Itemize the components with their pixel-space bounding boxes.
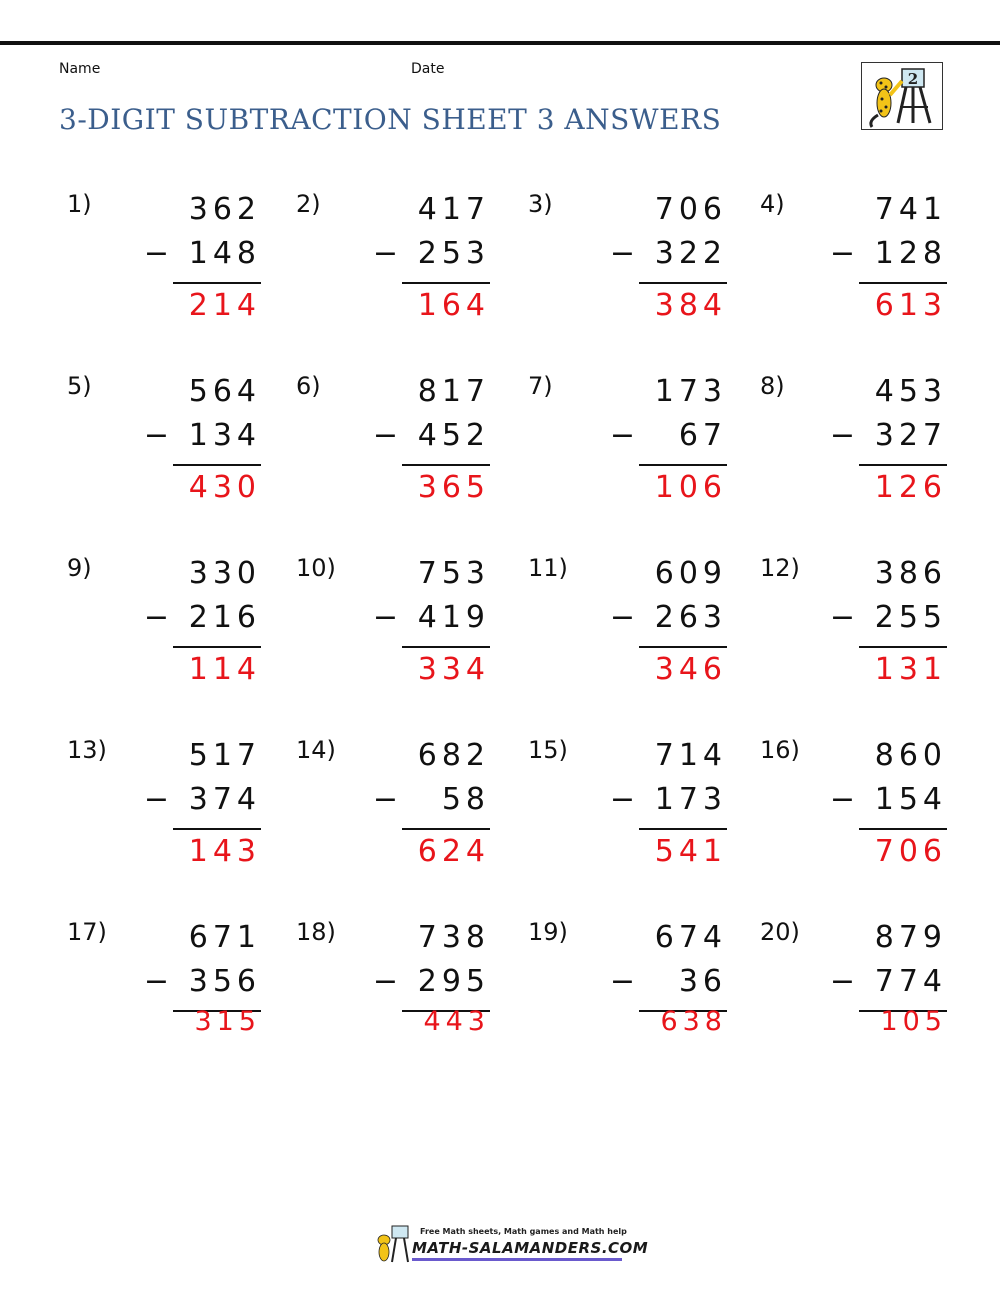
minus-sign: − xyxy=(609,964,635,999)
answer: 164 xyxy=(417,288,490,323)
minus-sign: − xyxy=(609,418,635,453)
subtrahend: 295 xyxy=(417,964,490,999)
minuend: 453 xyxy=(874,374,947,409)
minuend: 564 xyxy=(188,374,261,409)
problem xyxy=(296,190,490,330)
answer: 430 xyxy=(188,470,261,505)
answer-rule xyxy=(639,828,727,830)
answer: 334 xyxy=(417,652,490,687)
subtrahend: 263 xyxy=(654,600,727,635)
answer-rule xyxy=(402,646,490,648)
minuend: 417 xyxy=(417,192,490,227)
answer: 126 xyxy=(874,470,947,505)
problem-number: 2) xyxy=(296,190,321,218)
minus-sign: − xyxy=(143,964,169,999)
problem-number: 8) xyxy=(760,372,785,400)
problem-number: 11) xyxy=(528,554,568,582)
footer-underline xyxy=(412,1258,622,1261)
problem-number: 20) xyxy=(760,918,800,946)
minuend: 330 xyxy=(188,556,261,591)
problem xyxy=(760,554,947,694)
problem xyxy=(296,918,490,1058)
answer-rule xyxy=(639,464,727,466)
problem xyxy=(760,372,947,512)
minuend: 517 xyxy=(188,738,261,773)
footer-tagline: Free Math sheets, Math games and Math help xyxy=(420,1227,627,1236)
minuend: 173 xyxy=(654,374,727,409)
answer-rule xyxy=(173,282,261,284)
minus-sign: − xyxy=(609,782,635,817)
logo-badge: 2 xyxy=(907,70,919,88)
answer-rule xyxy=(402,828,490,830)
problem-number: 16) xyxy=(760,736,800,764)
page-title: 3-DIGIT SUBTRACTION SHEET 3 ANSWERS xyxy=(59,103,722,136)
problem-number: 6) xyxy=(296,372,321,400)
subtrahend: 154 xyxy=(874,782,947,817)
answer-rule xyxy=(639,282,727,284)
minuend: 671 xyxy=(188,920,261,955)
logo-graphic xyxy=(862,63,942,129)
footer-salamander-icon xyxy=(372,1224,412,1264)
minuend: 879 xyxy=(874,920,947,955)
subtrahend: 134 xyxy=(188,418,261,453)
problem xyxy=(67,736,261,876)
subtrahend: 774 xyxy=(874,964,947,999)
minuend: 682 xyxy=(417,738,490,773)
problem xyxy=(760,190,947,330)
subtrahend: 356 xyxy=(188,964,261,999)
answer: 443 xyxy=(423,1006,490,1037)
answer: 214 xyxy=(188,288,261,323)
answer: 384 xyxy=(654,288,727,323)
subtrahend: 255 xyxy=(874,600,947,635)
subtrahend: 173 xyxy=(654,782,727,817)
minus-sign: − xyxy=(372,964,398,999)
subtrahend: 374 xyxy=(188,782,261,817)
problem-number: 7) xyxy=(528,372,553,400)
date-label: Date xyxy=(411,61,445,77)
answer-rule xyxy=(859,828,947,830)
answer: 624 xyxy=(417,834,490,869)
answer: 106 xyxy=(654,470,727,505)
minus-sign: − xyxy=(372,600,398,635)
answer: 365 xyxy=(417,470,490,505)
problem xyxy=(760,918,947,1058)
minus-sign: − xyxy=(829,964,855,999)
minuend: 706 xyxy=(654,192,727,227)
answer: 105 xyxy=(880,1006,947,1037)
minus-sign: − xyxy=(143,236,169,271)
minus-sign: − xyxy=(609,236,635,271)
answer: 346 xyxy=(654,652,727,687)
problem xyxy=(67,554,261,694)
problem-number: 18) xyxy=(296,918,336,946)
subtrahend: 36 xyxy=(664,964,727,999)
subtrahend: 452 xyxy=(417,418,490,453)
problem xyxy=(760,736,947,876)
minuend: 362 xyxy=(188,192,261,227)
problem xyxy=(528,190,727,330)
problem-number: 5) xyxy=(67,372,92,400)
answer-rule xyxy=(402,282,490,284)
answer: 143 xyxy=(188,834,261,869)
subtrahend: 327 xyxy=(874,418,947,453)
answer: 131 xyxy=(874,652,947,687)
footer-logo xyxy=(372,1222,649,1266)
subtrahend: 148 xyxy=(188,236,261,271)
subtrahend: 128 xyxy=(874,236,947,271)
problem xyxy=(528,918,727,1058)
problem-number: 15) xyxy=(528,736,568,764)
answer: 114 xyxy=(188,652,261,687)
problem xyxy=(528,372,727,512)
name-label: Name xyxy=(59,61,101,77)
minuend: 741 xyxy=(874,192,947,227)
problem xyxy=(528,554,727,694)
problem xyxy=(528,736,727,876)
problem-number: 9) xyxy=(67,554,92,582)
answer: 315 xyxy=(194,1006,261,1037)
minus-sign: − xyxy=(829,236,855,271)
minuend: 860 xyxy=(874,738,947,773)
problem-number: 17) xyxy=(67,918,107,946)
minus-sign: − xyxy=(829,782,855,817)
minus-sign: − xyxy=(372,418,398,453)
answer: 541 xyxy=(654,834,727,869)
salamander-logo-icon xyxy=(861,62,943,130)
problem-number: 14) xyxy=(296,736,336,764)
minuend: 386 xyxy=(874,556,947,591)
problem-number: 12) xyxy=(760,554,800,582)
minus-sign: − xyxy=(609,600,635,635)
problem-number: 10) xyxy=(296,554,336,582)
minuend: 753 xyxy=(417,556,490,591)
problem-number: 3) xyxy=(528,190,553,218)
problem-number: 4) xyxy=(760,190,785,218)
problem xyxy=(296,736,490,876)
minuend: 817 xyxy=(417,374,490,409)
subtrahend: 216 xyxy=(188,600,261,635)
answer: 706 xyxy=(874,834,947,869)
answer: 638 xyxy=(660,1006,727,1037)
subtrahend: 67 xyxy=(664,418,727,453)
subtrahend: 58 xyxy=(427,782,490,817)
footer-site-link[interactable]: MATH-SALAMANDERS.COM xyxy=(412,1239,649,1257)
subtrahend: 322 xyxy=(654,236,727,271)
minus-sign: − xyxy=(372,236,398,271)
answer-rule xyxy=(173,646,261,648)
answer-rule xyxy=(173,464,261,466)
minuend: 714 xyxy=(654,738,727,773)
answer-rule xyxy=(859,464,947,466)
answer-rule xyxy=(173,828,261,830)
problem xyxy=(67,190,261,330)
subtrahend: 419 xyxy=(417,600,490,635)
problem-number: 1) xyxy=(67,190,92,218)
answer-rule xyxy=(639,646,727,648)
answer: 613 xyxy=(874,288,947,323)
problem xyxy=(67,918,261,1058)
problem xyxy=(296,554,490,694)
minuend: 609 xyxy=(654,556,727,591)
minus-sign: − xyxy=(372,782,398,817)
minuend: 674 xyxy=(654,920,727,955)
minus-sign: − xyxy=(143,418,169,453)
subtrahend: 253 xyxy=(417,236,490,271)
minuend: 738 xyxy=(417,920,490,955)
answer-rule xyxy=(402,464,490,466)
minus-sign: − xyxy=(143,600,169,635)
problem xyxy=(296,372,490,512)
answer-rule xyxy=(859,282,947,284)
minus-sign: − xyxy=(143,782,169,817)
minus-sign: − xyxy=(829,600,855,635)
problem-number: 13) xyxy=(67,736,107,764)
problem-number: 19) xyxy=(528,918,568,946)
answer-rule xyxy=(859,646,947,648)
minus-sign: − xyxy=(829,418,855,453)
top-rule xyxy=(0,41,1000,45)
problem xyxy=(67,372,261,512)
